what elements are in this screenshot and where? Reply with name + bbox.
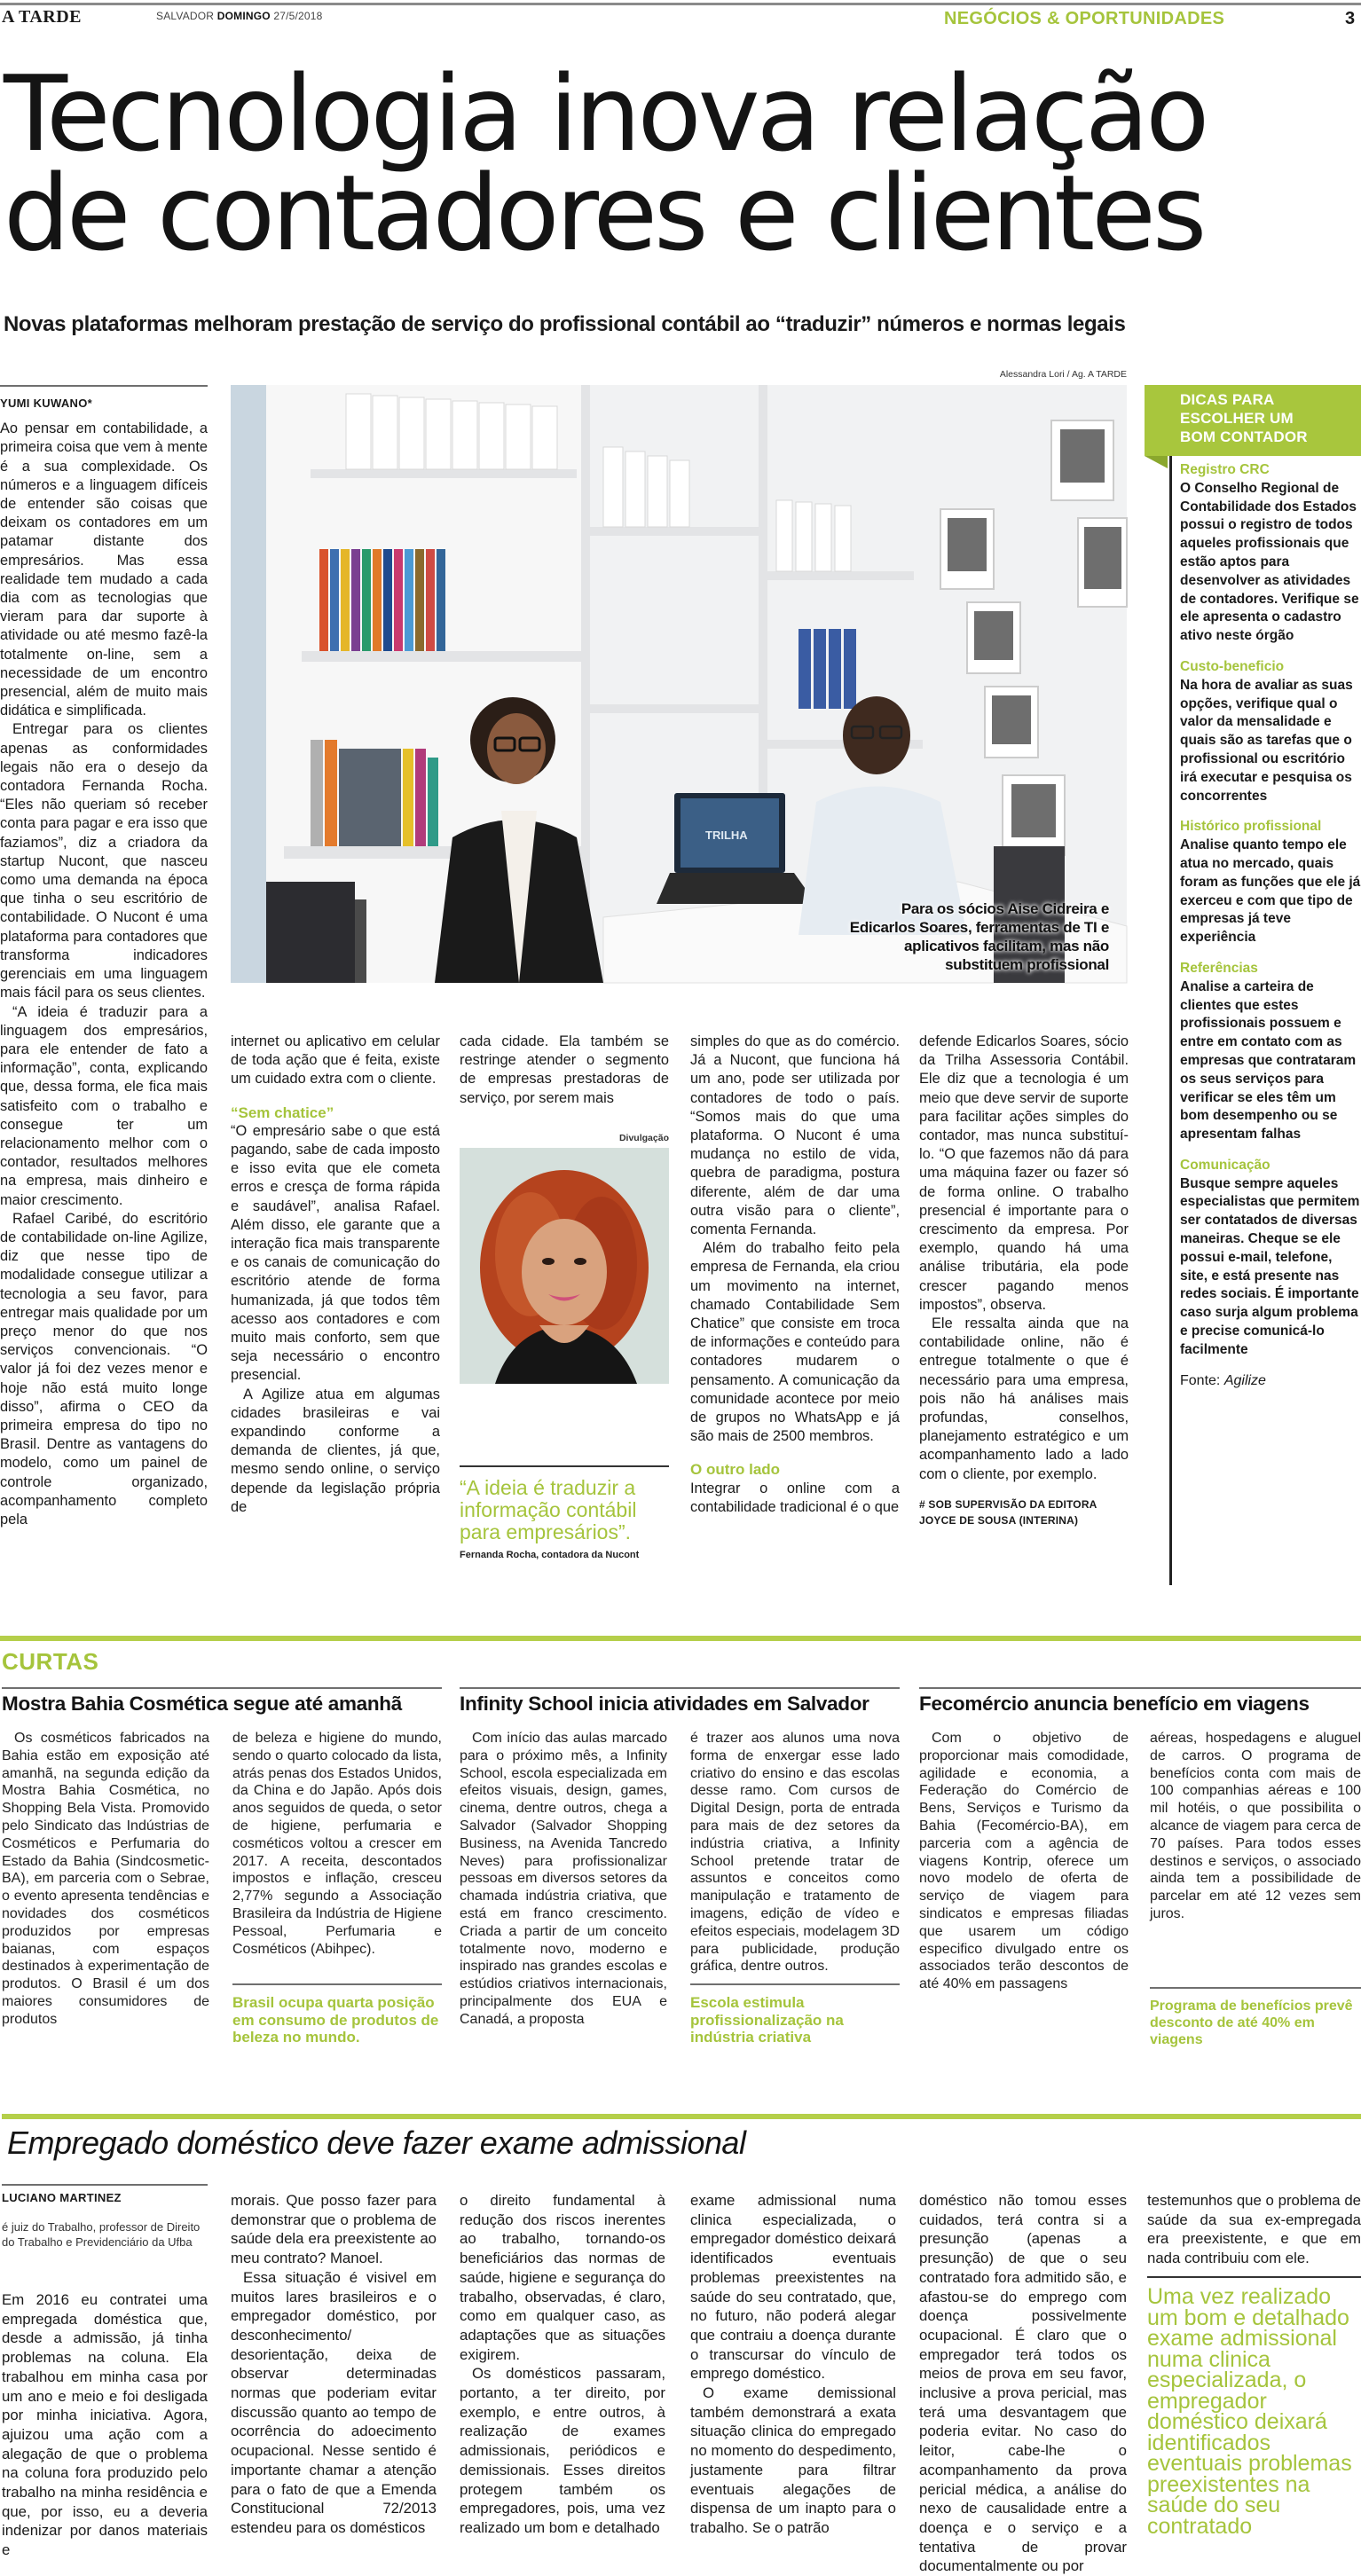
section-title: NEGÓCIOS & OPORTUNIDADES (944, 9, 1225, 28)
footnote-line-1: # SOB SUPERVISÃO DA EDITORA (919, 1497, 1097, 1511)
brief-column (2, 1730, 209, 2029)
paragraph: aéreas, hospedagens e aluguel de carros. O programa de benefícios conta com mais de 100 companhias aéreas e 100 mil hotéis, o que possibilita o alcance de viagem para cerca de 70 países. Para todos esses destinos e serviços, o associado ainda tem a possibilidade de parcelar em até 12 vezes sem juros. (1150, 1731, 1361, 1921)
paragraph: Além do trabalho feito pela empresa de Fernanda, ela criou um movimento na internet, chamado Contabilidade Sem Chatice” que consiste em troca de informações e conteúdo para contadores mudarem o pensamento. A comunicação da comunidade acontece por meio de grupos no WhatsApp e já são mais de 2500 membros. (690, 1240, 900, 1445)
newspaper-name: A TARDE (2, 7, 83, 27)
article-column-2 (231, 1033, 440, 1517)
office-photo-illustration (231, 385, 1127, 983)
section-subtitle: “Sem chatice” (231, 1103, 334, 1121)
sidebar-tips (1180, 461, 1361, 1390)
highlight-rule (690, 1983, 900, 1985)
highlight-rule (232, 1983, 442, 1985)
paragraph: cada cidade. Ela também se restringe atender o segmento de empresas prestadoras de serviço, por serem mais (460, 1033, 669, 1106)
portrait-illustration (460, 1148, 669, 1384)
tip-title: Comunicação (1180, 1157, 1271, 1173)
byline: YUMI KUWANO* (0, 397, 92, 410)
brief-title: Infinity School inicia atividades em Salvador (460, 1692, 869, 1715)
brief-column (690, 1730, 900, 1975)
sidebar-title-line-2: ESCOLHER UM (1180, 410, 1294, 427)
curtas-section-label: CURTAS (2, 1648, 99, 1675)
brief-column (919, 1730, 1129, 1993)
paragraph: o direito fundamental à redução dos riscos inerentes ao trabalho, tornando-os beneficiários das normas de saúde, higiene e segurança do trabalho, observadas, é claro, como em qualquer caso, as adaptações que as situações exigirem. (460, 2192, 665, 2363)
column-article-col-1 (2, 2290, 208, 2560)
source-name: Agilize (1223, 1372, 1266, 1388)
brief-rule (460, 1687, 900, 1689)
sidebar-title-line-3: BOM CONTADOR (1180, 428, 1308, 445)
pull-quote-rule (1147, 2276, 1361, 2278)
tip-text: Na hora de avaliar as suas opções, verifique qual o valor da mensalidade e quais são as tarefas que o profissional ou escritório irá executar e pesquisa os concorrentes (1180, 677, 1353, 804)
author-bio: é juiz do Trabalho, professor de Direito do Trabalho e Previdenciário da Ufba (2, 2220, 201, 2249)
source-label: Fonte: (1180, 1372, 1221, 1388)
paragraph: Entregar para os clientes apenas as conformidades legais não era o desejo da contadora Fernanda Rocha. “Eles não queriam só receber conta para pagar e era isso que faziamos”, diz a criadora da startup Nucont, que nasceu como uma demanda na época que tinha o seu escritório de contabilidade. O Nucont é uma plataforma para contadores que transforma indicadores gerenciais em uma linguagem mais fácil para os seus clientes. (0, 721, 208, 1001)
article-column-3 (460, 1033, 669, 1108)
tip-text: O Conselho Regional de Contabilidade dos Estados possui o registro de todos aqueles profissionais que estão aptos para desenvolver as atividades de contadores. Verifique se ele apresenta o cadastro ativo neste órgão (1180, 480, 1359, 644)
page-headline (4, 52, 1352, 274)
tip-title: Referências (1180, 960, 1258, 976)
tip-item (1180, 461, 1361, 646)
paragraph: Os cosméticos fabricados na Bahia estão em exposição até amanhã, na segunda edição da Mostra Bahia Cosmética, no Shopping Bela Vista. Promovido pelo Sindicato das Indústrias de Cosméticos e Perfumaria do Estado da Bahia (Sindcosmetic-BA), em parceria com o Sebrae, o evento apresenta tendências e novidades dos cosméticos produzidos por empresas baianas, com espaços destinados à experimentação de produtos. O Brasil é um dos maiores consumidores de produtos (2, 1731, 209, 2027)
brief-highlight: Brasil ocupa quarta posição em consumo de produtos de beleza no mundo. (232, 1994, 439, 2046)
paragraph: Integrar o online com a contabilidade tradicional é o que (690, 1480, 900, 1515)
brief-highlight: Escola estimula profissionalização na indústria criativa (690, 1994, 844, 2046)
editor-footnote (919, 1496, 1129, 1528)
paragraph: de beleza e higiene do mundo, sendo o quarto colocado da lista, atrás penas dos Estados Unidos, da China e do Japão. Após dois anos seguidos de queda, o setor de higiene, perfumaria e cosméticos voltou a crescer em 2017. A receita, descontados impostos e inflação, cresceu 2,77% segundo a Associação Brasileira da Indústria de Higiene Pessoal, Perfumaria e Cosméticos (Abihpec). (232, 1731, 442, 1957)
author-rule (2, 2184, 208, 2186)
highlight-rule (1150, 1987, 1361, 1989)
brief-title: Fecomércio anuncia benefício em viagens (919, 1692, 1310, 1715)
column-article-col-2 (231, 2191, 437, 2538)
paragraph: simples do que as do comércio. Já a Nucont, que funciona há um ano, pode ser utilizada por contadores de todo o país. “Somos mais do que uma plataforma. O Nucont é uma mudança no estilo de vida, quebra de paradigma, postura diferente, além de dar uma outra visão para o cliente”, comenta Fernanda. (690, 1033, 900, 1238)
brief-title: Mostra Bahia Cosmética segue até amanhã (2, 1692, 402, 1715)
portrait-photo (460, 1148, 669, 1384)
sidebar-title-line-1: DICAS PARA (1180, 391, 1275, 408)
column-article-col-5 (919, 2191, 1127, 2576)
author-name: LUCIANO MARTINEZ (2, 2191, 122, 2204)
paragraph: doméstico não tomou esses cuidados, terá contra si a presunção (apenas a presunção) de que o seu contratado fora admitido são, e afastou-se do emprego com doença possivelmente ocupacional. É claro que o empregador terá todos os meios de prova em seu favor, inclusive a prova pericial, mas terá uma desvantagem que poderia evitar. No caso do leitor, cabe-lhe o acompanhamento da prova pericial médica, a análise do nexo de causalidade entre a doença e o serviço e a tentativa de provar documentalmente ou por (919, 2192, 1127, 2575)
tip-title: Histórico profissional (1180, 819, 1322, 835)
column-article-col-3 (460, 2191, 665, 2538)
paragraph: Essa situação é visivel em muitos lares brasileiros e o empregador doméstico, por desconhecimento/ desorientação, deixa de observar determinadas normas que poderiam evitar discussão quanto ao tempo de ocorrência do adoecimento ocupacional. Nesse sentido é importante chamar a atenção para o fato de que a Emenda Constitucional 72/2013 estendeu para os domésticos (231, 2268, 437, 2536)
brief-rule (2, 1687, 442, 1689)
sidebar-fold-decoration (1145, 456, 1168, 468)
sidebar-header (1145, 385, 1361, 456)
curtas-rule (0, 1636, 1361, 1641)
tip-text: Busque sempre aqueles especialistas que permitem ser contatados de diversas maneiras. Cheque se ele possui e-mail, telefone, site, e está presente nas redes sociais. É importante caso surja algum problema e precise comunicá-lo facilmente (1180, 1175, 1360, 1357)
laptop-screen-text: TRILHA (705, 829, 748, 842)
tip-item (1180, 818, 1361, 947)
section-subtitle: O outro lado (690, 1461, 781, 1479)
sidebar-vertical-rule (1169, 456, 1172, 1585)
headline-line-1: Tecnologia inova relação (4, 52, 1207, 175)
column-article-col-4 (690, 2191, 896, 2538)
column-article-title: Empregado doméstico deve fazer exame admissional (7, 2124, 746, 2161)
subheadline: Novas plataformas melhoram prestação de serviço do profissional contábil ao “traduzir” números e normas legais (4, 312, 1126, 336)
quote-rule (460, 1465, 669, 1467)
paragraph: “O empresário sabe o que está pagando, sabe de cada imposto e isso evita que ele cometa erros e cresça de forma rápida e saudável”, analisa Rafael. Além disso, ele garante que a interação fica mais transparente e os canais de comunicação do escritório atende de forma humanizada, já que todos têm acesso aos contadores e com muito mais conforto, sem que seja necessário o encontro presencial. (231, 1122, 440, 1384)
dateline-date: 27/5/2018 (273, 10, 323, 22)
paragraph: internet ou aplicativo em celular de toda ação que é feita, existe um cuidado extra com o cliente. (231, 1033, 440, 1088)
brief-column (1150, 1730, 1361, 1923)
brief-highlight: Programa de benefícios prevê desconto de até 40% em viagens (1150, 1999, 1353, 2047)
brief-rule (919, 1687, 1361, 1689)
brief-column (232, 1730, 442, 1958)
paragraph: Em 2016 eu contratei uma empregada doméstica que, desde a admissão, já tinha problemas na coluna. Ela trabalhou em minha casa por um ano e meio e foi desligada por minha iniciativa. Agora, ajuizou uma ação com a alegação de que o problema na coluna fora produzido pelo trabalho na minha residência e que, por isso, eu a deveria indenizar por danos materiais e (2, 2291, 208, 2559)
paragraph: Ele ressalta ainda que na contabilidade online, não é entregue totalmente o que é necessário para uma empresa, pois não há análises mais profundas, conselhos, planejamento estratégico e um acompanhamento lado a lado com o cliente, por exemplo. (919, 1315, 1129, 1482)
masthead-rule (0, 3, 1361, 5)
paragraph: defende Edicarlos Soares, sócio da Trilha Assessoria Contábil. Ele diz que a tecnologia é um meio que deve servir de suporte para facilitar ações simples do contador, mas nunca substituí-lo. “O que fazemos não dá para uma máquina fazer ou fazer só de forma online. O trabalho presencial é importante para o crescimento da empresa. Por exemplo, quando há uma análise tributária, ela pode crescer pagando menos impostos”, observa. (919, 1033, 1129, 1313)
tip-text: Analise a carteira de clientes que estes profissionais possuem e entre em contato com as empresas que contrataram os seus serviços para verificar se eles têm um bom desempenho ou se apresentam falhas (1180, 978, 1357, 1143)
portrait-credit: Divulgação (618, 1133, 669, 1143)
tip-item (1180, 658, 1361, 805)
paragraph: Com início das aulas marcado para o próximo mês, a Infinity School, escola especializada em efeitos visuais, design, games, cinema, dentre outros, chega a Salvador (Salvador Shopping Business, na Avenida Tancredo Neves) para profissionalizar pessoas em diversos setores da chamada indústria criativa, que está em franco crescimento. Criada a partir de um conceito totalmente novo, moderno e inspirado nas grandes escolas e estúdios criativos internacionais, principalmente dos EUA e Canadá, a proposta (460, 1731, 667, 2027)
page-number: 3 (1345, 9, 1356, 28)
tip-title: Registro CRC (1180, 462, 1270, 477)
paragraph: morais. Que posso fazer para demonstrar que o problema de saúde dela era preexistente ao meu contrato? Manoel. (231, 2192, 437, 2267)
paragraph: Com o objetivo de proporcionar mais comodidade, agilidade e economia, a Federação do Comércio de Bens, Serviços e Turismo da Bahia (Fecomércio-BA), em parceria com a agência de viagens Kontrip, oferece um novo modelo de oferta de serviço de viagem para sindicatos e empresas filiadas que usarem um código especifico divulgado entre os associados terão descontos de até 40% em passagens (919, 1731, 1129, 1992)
sidebar-source (1180, 1372, 1361, 1391)
paragraph: Ao pensar em contabilidade, a primeira coisa que vem à mente é a sua complexidade. Os números e a linguagem difíceis de entender são coisas que deixam os contadores em um patamar distante dos empresários. Mas essa realidade tem mudado a cada dia com as tecnologias que vieram para dar suporte à atividade ou até mesmo fazê-la totalmente on-line, sem a necessidade de um encontro presencial, além de muito mais didática e simplificada. (0, 420, 208, 719)
headline-line-2: de contadores e clientes (4, 152, 1204, 274)
paragraph: testemunhos que o problema de saúde da sua ex-empregada era preexistente, e que em nada contribuiu com ele. (1147, 2192, 1361, 2267)
article-column-5 (919, 1033, 1129, 1528)
byline-rule (0, 385, 208, 387)
article-column-1 (0, 394, 208, 1529)
paragraph: exame admissional numa clinica especializada, o empregador doméstico deixará identificados eventuais problemas preexistentes na saúde do seu contratado, que, no futuro, não poderá alegar que contraiu a doença durante o transcursar do vínculo de emprego doméstico. (690, 2192, 896, 2383)
paragraph: é trazer aos alunos uma nova forma de enxergar esse lado criativo do ensino e das escolas desse ramo. Com cursos de Digital Design, porta de entrada para mais de dez setores da indústria criativa, a Infinity School pretende tratar de assuntos e conceitos como manipulação e tratamento de imagens, edição de vídeo e efeitos especiais, modelagem 3D para publicidade, produção gráfica, dentre outros. (690, 1731, 900, 1975)
tip-item (1180, 960, 1361, 1144)
column-article-col-6 (1147, 2191, 1361, 2268)
pull-quote: “A ideia é traduzir a informação contábil para empresários”. (460, 1476, 637, 1543)
tip-item (1180, 1157, 1361, 1360)
dateline-weekday: DOMINGO (216, 10, 271, 22)
paragraph: A Agilize atua em algumas cidades brasileiras e vai expandindo conforme a demanda de clientes, já que, mesmo sendo online, o serviço depende da legislação própria de (231, 1386, 440, 1515)
paragraph: “A ideia é traduzir para a linguagem dos empresários, para ele entender de fato a informação”, conta, explicando que, dessa forma, ele fica mais satisfeito com o trabalho e consegue ter um relacionamento melhor com o contador, resultados melhores na empresa, mais dinheiro e maior crescimento. (0, 1003, 208, 1208)
article-column-4 (690, 1033, 900, 1517)
dateline-city: SALVADOR (156, 10, 215, 22)
dateline (156, 10, 323, 22)
photo-caption: Para os sócios Aise Cidreira e Edicarlos Soares, ferramentas de TI e aplicativos facilitam, mas não substituem profissional (849, 900, 1109, 973)
photo-credit: Alessandra Lori / Ag. A TARDE (999, 369, 1127, 380)
quote-attribution: Fernanda Rocha, contadora da Nucont (460, 1550, 640, 1560)
main-photo (231, 385, 1127, 983)
tip-text: Analise quanto tempo ele atua no mercado, quais foram as funções que ele já exerceu e com que tipo de empresas já teve experiência (1180, 837, 1361, 946)
paragraph: Os domésticos passaram, portanto, a ter direito, por exemplo, e entre outros, à realização de exames admissionais, periódicos e demissionais. Esses direitos protegem também os empregadores, pois, uma vez realizado um bom e detalhado (460, 2365, 665, 2536)
brief-column (460, 1730, 667, 2029)
column-pull-quote: Uma vez realizado um bom e detalhado exame admissional numa clinica especializada, o empregador doméstico deixará identificados eventuais problemas preexistentes na saúde do seu contratado (1147, 2284, 1352, 2539)
footnote-line-2: JOYCE DE SOUSA (INTERINA) (919, 1513, 1079, 1527)
paragraph: Rafael Caribé, do escritório de contabilidade on-line Agilize, diz que nesse tipo de modalidade consegue utilizar a tecnologia a seu favor, para entregar mais qualidade por um preço menor do que nos serviços convencionais. “O valor já foi dez vezes menor e hoje não está muito longe disso”, afirma o CEO da primeira empresa do tipo no Brasil. Dentre as vantagens do modelo, como um painel de controle organizado, acompanhamento completo pela (0, 1210, 208, 1528)
column-article-rule (2, 2114, 1361, 2119)
tip-title: Custo-beneficio (1180, 658, 1285, 674)
paragraph: O exame demissional também demonstrará a exata situação clinica do empregado no momento do despedimento, justamente para filtrar eventuais alegações de dispensa de um inapto para o trabalho. Se o patrão (690, 2384, 896, 2536)
